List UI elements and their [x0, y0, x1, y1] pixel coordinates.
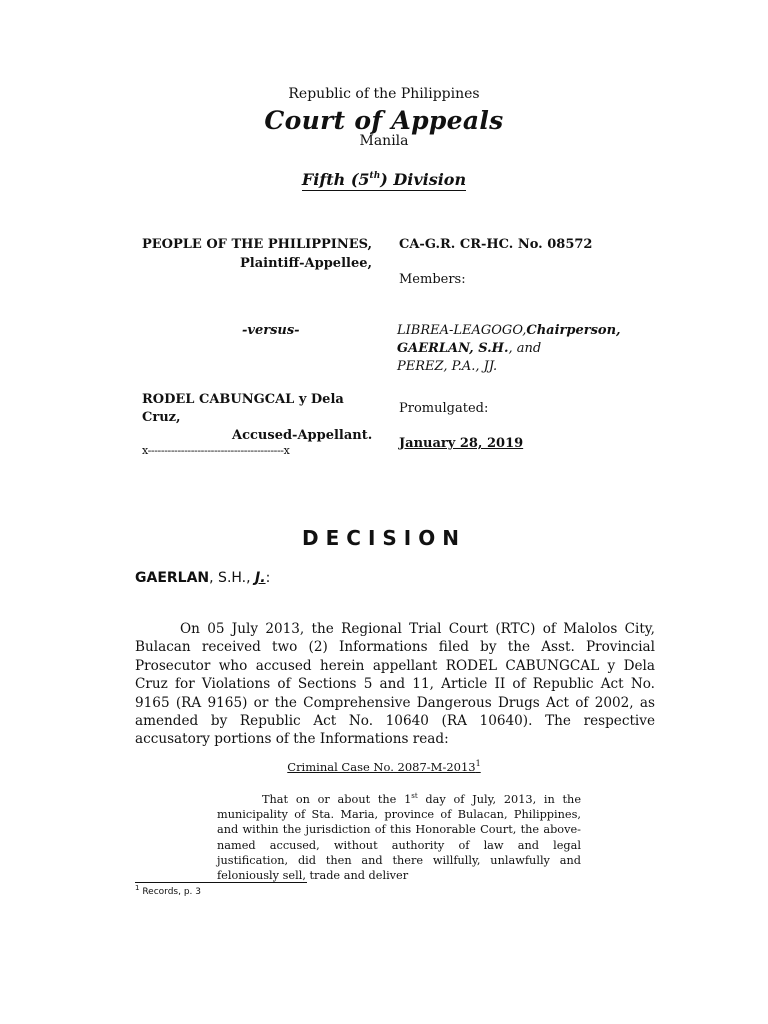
decision-title: DECISION — [302, 526, 466, 550]
paragraph-1: On 05 July 2013, the Regional Trial Court (RTC) of Malolos City, Bulacan received two (2) Informations filed by the Asst. Provincial Prosecutor who accused herein appellant RODEL CABUNGCAL y Dela Cruz for Violations of Sections 5 and 11, Article II of Republic Act No. 9165 (RA 9165) or the Comprehensive Dangerous Drugs Act of 2002, as amended by Republic Act No. 10640 (RA 10640). The respective accusatory portions of the Informations read: — [135, 621, 655, 748]
court-name: Court of Appeals — [264, 106, 504, 135]
ponente-line — [135, 570, 270, 586]
member-2-name: GAERLAN, S.H. — [397, 341, 509, 356]
division-ordinal-sup: th — [369, 171, 381, 181]
versus-label: -versus- — [242, 323, 300, 338]
court-city: Manila — [359, 133, 409, 149]
quote-ordinal-sup: st — [411, 792, 418, 800]
division-prefix: Fifth (5 — [301, 170, 370, 189]
ponente-j: J. — [255, 570, 266, 586]
criminal-case-number: Criminal Case No. 2087-M-2013 — [287, 759, 476, 774]
plaintiff-name: PEOPLE OF THE PHILIPPINES, — [142, 237, 373, 252]
promulgated-date: January 28, 2019 — [399, 436, 524, 451]
members-label: Members: — [399, 272, 466, 287]
caption-separator: x-----------------------------------------x — [142, 444, 290, 457]
footnote-1 — [135, 884, 201, 897]
decision-body — [135, 620, 655, 749]
footnote-ref-1: 1 — [475, 759, 481, 768]
member-3: PEREZ, P.A., JJ. — [397, 359, 498, 374]
accused-name-line1: RODEL CABUNGCAL y Dela — [142, 392, 344, 407]
member-1-title: Chairperson, — [526, 323, 621, 338]
member-1-name: LIBREA-LEAGOGO, — [397, 323, 527, 338]
information-quote — [217, 789, 581, 884]
criminal-case-heading — [0, 759, 768, 774]
division-suffix: ) Division — [380, 170, 467, 189]
member-2-suffix: , and — [508, 341, 542, 356]
ponente-colon: : — [265, 570, 271, 586]
quote-part-1: That on or about the 1 — [262, 792, 412, 806]
ponente-name: GAERLAN — [135, 570, 210, 586]
quote-paragraph — [217, 789, 581, 884]
division-heading — [0, 170, 768, 189]
promulgated-label: Promulgated: — [399, 401, 489, 416]
plaintiff-role: Plaintiff-Appellee, — [240, 256, 373, 271]
member-2 — [397, 341, 541, 356]
accused-name-line2: Cruz, — [142, 410, 181, 425]
footnote-text: Records, p. 3 — [139, 887, 201, 897]
member-1 — [397, 323, 621, 338]
ponente-initials: , S.H., — [209, 570, 256, 586]
accused-role: Accused-Appellant. — [232, 428, 373, 443]
case-number: CA-G.R. CR-HC. No. 08572 — [399, 237, 593, 252]
republic-heading: Republic of the Philippines — [288, 86, 480, 102]
footnote-number: 1 — [135, 884, 140, 892]
quote-part-2: day of July, 2013, in the municipality of Sta. Maria, province of Bulacan, Philippines, and within the jurisdiction of this Honorable Court, the above-named accused, without authority of law and legal justification, did then and there willfully, unlawfully and feloniously sell, trade and deliver — [217, 792, 582, 883]
footnote-divider — [135, 882, 307, 883]
